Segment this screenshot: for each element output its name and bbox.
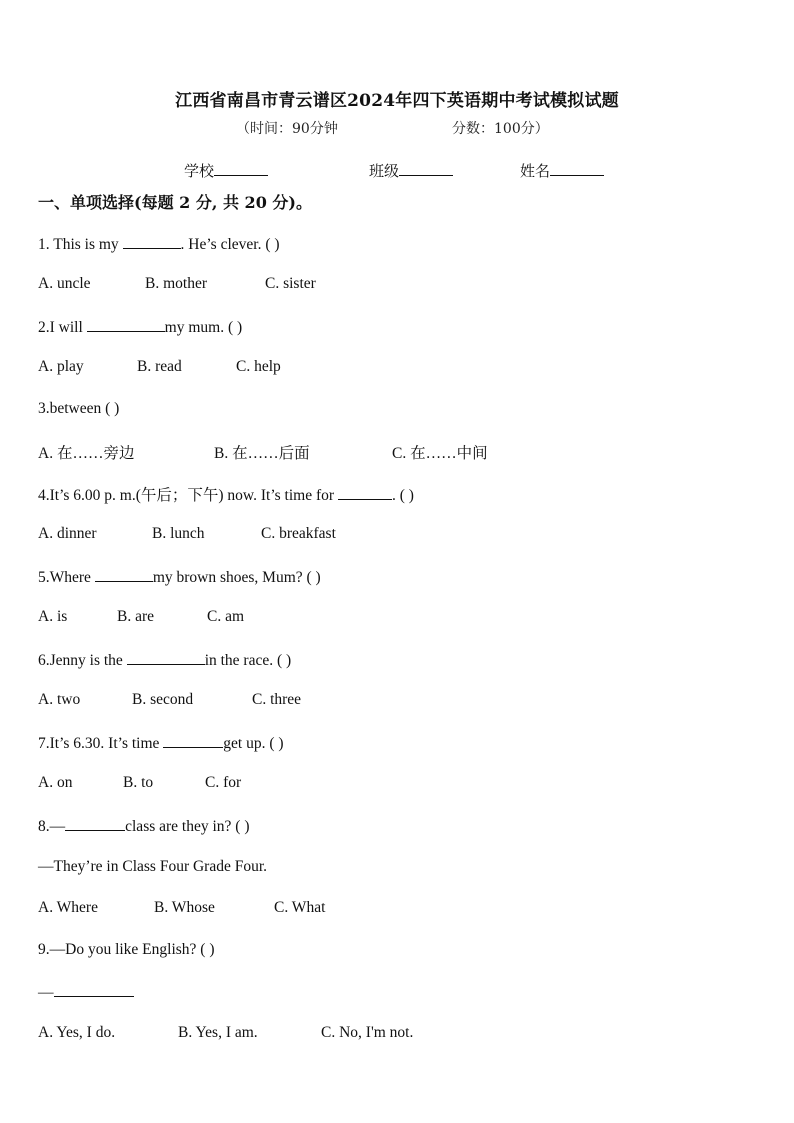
- option-b[interactable]: B. lunch: [152, 525, 205, 542]
- school-blank[interactable]: [214, 161, 268, 176]
- school-label: 学校: [184, 162, 215, 180]
- option-a[interactable]: A. 在……旁边: [38, 445, 135, 462]
- name-field[interactable]: [520, 160, 604, 181]
- question-text: in the race. ( ): [204, 652, 292, 669]
- class-field[interactable]: [369, 160, 453, 181]
- option-c[interactable]: C. 在……中间: [392, 445, 488, 462]
- answer-blank[interactable]: [87, 317, 165, 332]
- answer-blank[interactable]: [127, 650, 205, 665]
- question-1: [38, 234, 280, 254]
- option-a[interactable]: A. Where: [38, 899, 98, 916]
- question-text: 6.Jenny is the: [38, 652, 127, 669]
- option-c[interactable]: C. for: [205, 774, 242, 791]
- options-3: [38, 441, 488, 463]
- options-9: [38, 1024, 413, 1042]
- question-text: 8.—: [38, 818, 66, 835]
- option-b[interactable]: B. read: [137, 358, 182, 375]
- options-5: [38, 608, 244, 626]
- section-heading: 一、单项选择(每题 2 分, 共 20 分)。: [38, 193, 312, 212]
- option-a[interactable]: A. Yes, I do.: [38, 1024, 116, 1041]
- school-field[interactable]: [184, 160, 268, 181]
- question-9: [38, 941, 215, 959]
- question-text: 1. This is my: [38, 236, 123, 253]
- question-8-response: —They’re in Class Four Grade Four.: [38, 858, 268, 875]
- question-text: . ( ): [391, 487, 414, 504]
- exam-title: 江西省南昌市青云谱区2024年四下英语期中考试模拟试题: [175, 91, 619, 111]
- class-blank[interactable]: [399, 161, 453, 176]
- options-6: [38, 691, 301, 709]
- option-b[interactable]: B. to: [123, 774, 154, 791]
- option-a[interactable]: A. dinner: [38, 525, 97, 542]
- option-c[interactable]: C. three: [252, 691, 302, 708]
- class-label: 班级: [369, 162, 400, 180]
- question-text: class are they in? ( ): [125, 818, 250, 835]
- option-a[interactable]: A. is: [38, 608, 68, 625]
- answer-blank[interactable]: [123, 234, 181, 249]
- question-text: 2.I will: [38, 319, 87, 336]
- option-b[interactable]: B. Whose: [154, 899, 215, 916]
- exam-time: （时间：90分钟: [236, 121, 338, 137]
- question-5: [38, 567, 321, 587]
- option-c[interactable]: C. help: [236, 358, 281, 375]
- option-b[interactable]: B. second: [132, 691, 194, 708]
- option-c[interactable]: C. am: [207, 608, 245, 625]
- dash: —: [38, 984, 54, 1001]
- question-text: my mum. ( ): [164, 319, 243, 336]
- question-text: . He’s clever. ( ): [180, 236, 280, 253]
- question-text: 4.It’s 6.00 p. m.(午后；下午) now. It’s time for: [38, 487, 338, 504]
- question-4: [38, 483, 414, 505]
- question-text: my brown shoes, Mum? ( ): [152, 569, 321, 586]
- name-blank[interactable]: [550, 161, 604, 176]
- question-text: 5.Where: [38, 569, 95, 586]
- question-text: 7.It’s 6.30. It’s time: [38, 735, 164, 752]
- option-c[interactable]: C. breakfast: [261, 525, 336, 542]
- option-b[interactable]: B. mother: [145, 275, 207, 292]
- question-3: [38, 400, 119, 418]
- option-c[interactable]: C. sister: [265, 275, 316, 292]
- option-a[interactable]: A. on: [38, 774, 73, 791]
- question-6: [38, 650, 291, 670]
- option-b[interactable]: B. are: [117, 608, 155, 625]
- question-text: 9.—Do you like English? ( ): [38, 941, 215, 958]
- name-label: 姓名: [520, 162, 551, 180]
- options-7: [38, 774, 241, 792]
- answer-blank[interactable]: [338, 485, 392, 500]
- question-7: [38, 733, 284, 753]
- option-c[interactable]: C. What: [274, 899, 326, 916]
- options-2: [38, 358, 281, 376]
- option-c[interactable]: C. No, I'm not.: [321, 1024, 414, 1041]
- options-8: [38, 899, 325, 917]
- question-text: get up. ( ): [223, 735, 284, 752]
- options-4: [38, 525, 336, 543]
- answer-blank[interactable]: [163, 733, 223, 748]
- option-a[interactable]: A. play: [38, 358, 84, 375]
- option-a[interactable]: A. uncle: [38, 275, 91, 292]
- question-text: 3.between ( ): [38, 400, 120, 417]
- option-b[interactable]: B. Yes, I am.: [178, 1024, 258, 1041]
- answer-blank[interactable]: [65, 816, 125, 831]
- options-1: [38, 275, 316, 293]
- question-9-response: [38, 982, 134, 1002]
- exam-score: 分数：100分）: [452, 121, 549, 137]
- option-a[interactable]: A. two: [38, 691, 81, 708]
- question-2: [38, 317, 242, 337]
- option-b[interactable]: B. 在……后面: [214, 445, 310, 462]
- question-8: [38, 816, 250, 836]
- answer-blank[interactable]: [54, 982, 134, 997]
- answer-blank[interactable]: [95, 567, 153, 582]
